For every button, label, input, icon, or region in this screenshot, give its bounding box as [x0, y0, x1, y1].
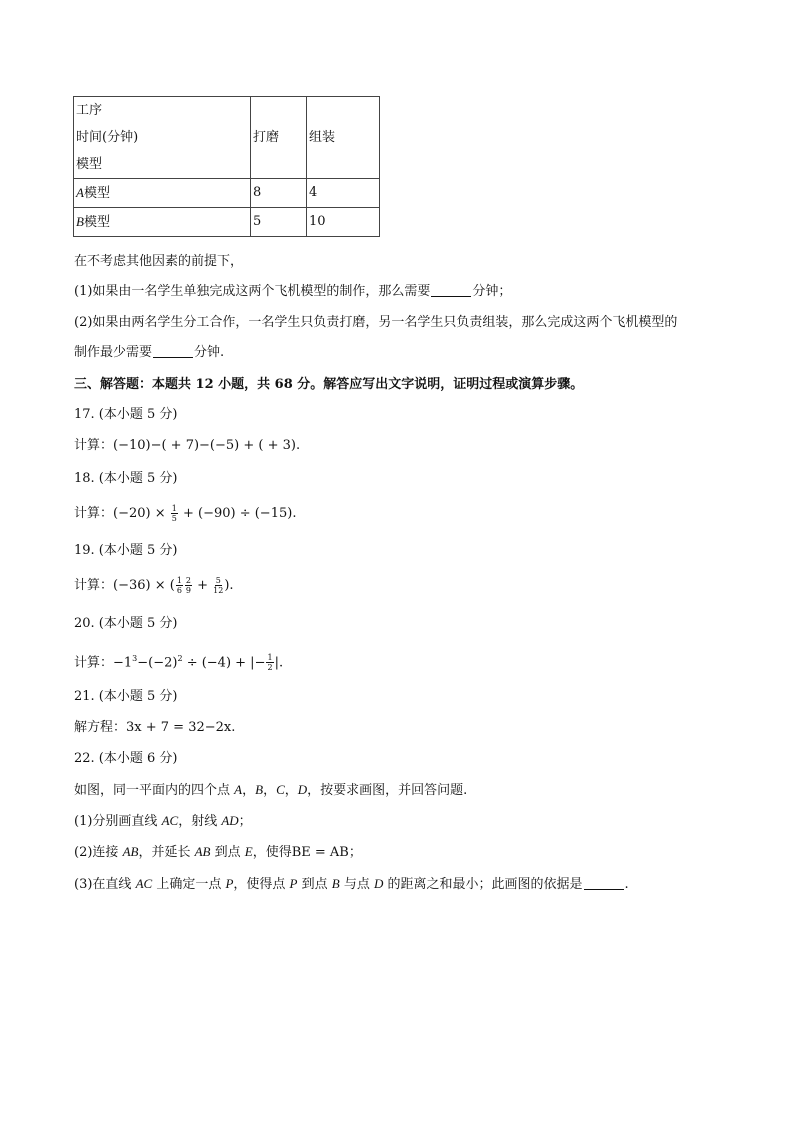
numerator: 5	[215, 576, 221, 585]
q22-part2	[74, 843, 362, 862]
q18-title: 18. (本小题 5 分)	[74, 471, 178, 486]
fraction	[171, 504, 178, 523]
point-label: E	[244, 844, 253, 859]
q18-post: + (−90) ÷ (−15).	[178, 506, 297, 521]
q22-p2-pre: (2)连接	[74, 845, 123, 860]
fraction	[185, 576, 192, 595]
point-label: P	[289, 876, 298, 891]
q18-pre: 计算：(−20) ×	[74, 506, 170, 521]
line-label: AC	[161, 813, 179, 828]
point-label: B	[331, 876, 340, 891]
q16-part1	[74, 283, 511, 301]
denominator: 6	[176, 586, 182, 595]
q17-title: 17. (本小题 5 分)	[74, 407, 178, 422]
q22-intro: 如图，同一平面内的四个点 A，B，C，D，按要求画图，并回答问题.	[74, 782, 468, 798]
line-label: AC	[135, 876, 153, 891]
col-header-assemble: 组装	[307, 97, 380, 179]
point-label: D	[373, 876, 384, 891]
exponent: 2	[177, 654, 183, 663]
segment-label: AB	[194, 844, 211, 859]
header-line: 模型	[76, 157, 103, 172]
q20-mid2: ÷ (−4) + |−	[182, 655, 266, 671]
point-label: P	[225, 876, 234, 891]
model-suffix: 模型	[83, 186, 110, 201]
q22-p2-mid2: 到点	[210, 845, 245, 860]
q19-post: ).	[224, 578, 234, 593]
point-label: B	[255, 782, 264, 797]
point-label: D	[297, 782, 308, 797]
q16-part2-pre: 制作最少需要	[74, 345, 153, 360]
q16-part1-post: 分钟；	[472, 284, 512, 299]
numerator: 1	[176, 576, 182, 585]
plus-sign: +	[193, 578, 213, 593]
process-time-table	[73, 96, 380, 237]
model-suffix: 模型	[83, 215, 110, 230]
model-letter: A	[76, 185, 84, 200]
denominator: 5	[171, 514, 177, 523]
q21-body: 解方程：3x + 7 = 32−2x.	[74, 720, 236, 735]
premise-text: 在不考虑其他因素的前提下，	[74, 254, 244, 269]
q22-p2-mid: ，并延长	[138, 845, 195, 860]
header-line: 工序	[76, 103, 103, 118]
denominator: 2	[267, 663, 273, 673]
denominator: 12	[213, 586, 224, 595]
q22-p3-mid2: ，使得点	[233, 877, 290, 892]
fraction	[213, 576, 223, 595]
table-row	[74, 179, 380, 208]
q21-title: 21. (本小题 5 分)	[74, 689, 178, 704]
q20-pre: 计算：−1	[74, 655, 133, 671]
q20-mid: −(−2)	[137, 655, 178, 671]
q16-part2-post: 分钟.	[194, 345, 225, 360]
header-line: 时间(分钟)	[76, 130, 139, 145]
q19-body	[74, 576, 234, 595]
q22-p3-mid4: 与点	[339, 877, 374, 892]
q22-intro-post: ，按要求画图，并回答问题.	[307, 783, 468, 798]
fraction	[176, 576, 183, 595]
answer-blank	[153, 344, 193, 358]
q22-intro-pre: 如图，同一平面内的四个点	[74, 783, 235, 798]
q16-part2-line1: (2)如果由两名学生分工合作，一名学生只负责打磨，另一名学生只负责组装，那么完成这两个飞机模型的	[74, 315, 678, 330]
row-polish-cell: 5	[251, 208, 307, 237]
q22-p2-post: ，使得BE = AB；	[252, 845, 362, 860]
q22-part3	[74, 875, 629, 894]
row-assemble-cell: 10	[307, 208, 380, 237]
exponent: 3	[132, 654, 138, 663]
point-label: C	[276, 782, 285, 797]
q19-title: 19. (本小题 5 分)	[74, 543, 178, 558]
q22-p1-pre: (1)分别画直线	[74, 814, 162, 829]
answer-blank	[584, 876, 624, 890]
q22-title: 22. (本小题 6 分)	[74, 751, 178, 766]
q16-part1-pre: (1)如果由一名学生单独完成这两个飞机模型的制作，那么需要	[74, 284, 431, 299]
q20-post: |.	[274, 655, 284, 671]
numerator: 2	[185, 576, 191, 585]
q22-p3-post: 的距离之和最小；此画图的依据是	[383, 877, 583, 892]
row-model-cell	[74, 179, 251, 208]
q22-p3-pre: (3)在直线	[74, 877, 136, 892]
q22-p1-mid: ，射线	[178, 814, 222, 829]
q22-p3-end: .	[624, 877, 629, 892]
row-polish-cell: 8	[251, 179, 307, 208]
segment-label: AB	[122, 844, 139, 859]
section-3-heading: 三、解答题：本题共 12 小题，共 68 分。解答应写出文字说明，证明过程或演算步骤。	[74, 377, 584, 392]
fraction	[266, 653, 273, 672]
table-header-row	[74, 97, 380, 179]
q16-part2-line2	[74, 344, 224, 362]
numerator: 1	[171, 504, 177, 513]
point-label: A	[234, 782, 243, 797]
row-model-cell	[74, 208, 251, 237]
row-assemble-cell: 4	[307, 179, 380, 208]
ray-label: AD	[221, 813, 239, 828]
numerator: 1	[267, 653, 273, 663]
denominator: 9	[185, 586, 191, 595]
q22-p1-post: ；	[238, 814, 252, 829]
q22-part1	[74, 812, 252, 831]
table-header-diagonal-cell	[74, 97, 251, 179]
q22-p3-mid: 上确定一点	[152, 877, 226, 892]
table-row	[74, 208, 380, 237]
q20-body	[74, 650, 283, 672]
model-letter: B	[76, 214, 84, 229]
q20-title: 20. (本小题 5 分)	[74, 616, 178, 631]
answer-blank	[431, 283, 471, 297]
q17-body: 计算：(−10)−( + 7)−(−5) + ( + 3).	[74, 438, 301, 453]
q19-pre: 计算：(−36) × (	[74, 578, 175, 593]
q22-p3-mid3: 到点	[297, 877, 332, 892]
q18-body	[74, 504, 296, 523]
col-header-polish: 打磨	[251, 97, 307, 179]
